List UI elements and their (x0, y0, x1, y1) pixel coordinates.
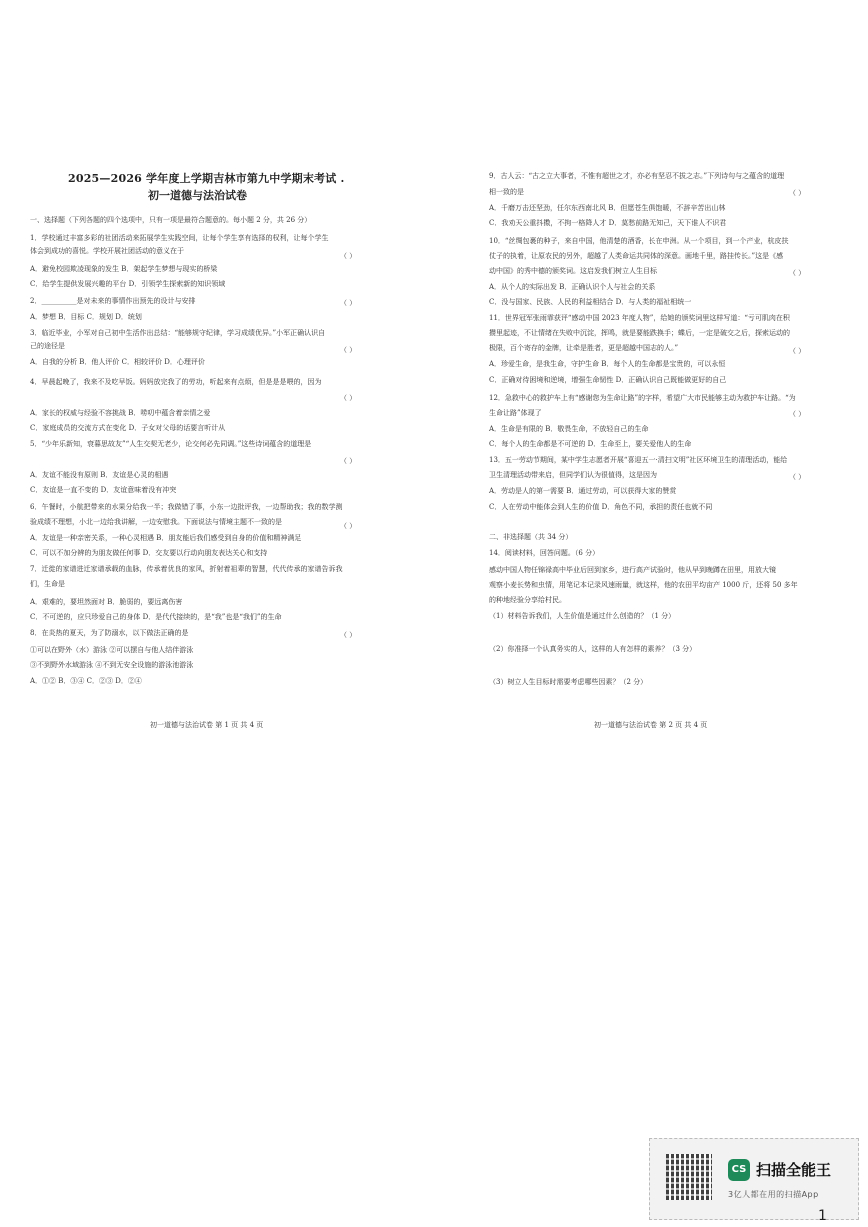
exam-text-line: A．从个人的实际出发 B．正确认识个人与社会的关系 (489, 283, 656, 291)
camscanner-logo: CS (728, 1159, 750, 1181)
exam-text-line: A．自我的分析 B．他人评价 C．相较评价 D．心理评价 (30, 358, 205, 366)
exam-text-line: C．可以不加分辨的为朋友做任何事 D．交友要以行动向朋友表达关心和支持 (30, 549, 268, 557)
exam-text-line: （1）材料告诉我们，人生价值是通过什么创造的？（1 分） (489, 612, 676, 620)
exam-text-line: 13．五一劳动节期间，某中学生志愿者开展“喜迎五一·清扫文明”社区环境卫生的清理活动，能给 (489, 456, 788, 464)
answer-blank: （ ） (789, 269, 806, 277)
exam-text-line: （2）你准择一个认真务实的人，这样的人有怎样的素养？（3 分） (489, 645, 697, 653)
exam-text-line: 们，生命是 (30, 580, 65, 588)
exam-text-line: 己的途径是 (30, 342, 65, 350)
exam-text-line: 体会到成功的喜悦。学校开展社团活动的意义在于 (30, 247, 184, 255)
answer-blank: （ ） (340, 252, 357, 260)
exam-text-line: 14．阅读材料，回答问题。（6 分） (489, 549, 600, 557)
exam-text-line: A．艰难的，要坦然面对 B．脆弱的，要远离伤害 (30, 598, 183, 606)
exam-text-line: 5．“少年乐新知，衰暮思故友”“人生交契无老少，论交何必先同调。”这些诗词蕴含的道理是 (30, 440, 312, 448)
exam-text-line: C．给学生提供发展兴趣的平台 D．引领学生探索新的知识领域 (30, 280, 226, 288)
exam-subtitle: 初一道德与法治试卷 (148, 189, 247, 202)
right-page-footer: 初一道德与法治试卷 第 2 页 共 4 页 (594, 721, 708, 729)
answer-blank: （ ） (340, 522, 357, 530)
exam-text-line: （3）树立人生目标时需要考虑哪些因素？（2 分） (489, 678, 648, 686)
exam-text-line: ③不到野外水域游泳 ④不到无安全设施的游泳池游泳 (30, 661, 194, 669)
exam-text-line: ①可以在野外（水）游泳 ②可以摆自与他人结伴游泳 (30, 646, 194, 654)
exam-text-line: C．友谊是一直不变的 D．友谊意味着没有冲突 (30, 486, 177, 494)
exam-title: 2025—2026 学年度上学期吉林市第九中学期末考试 . (68, 172, 345, 185)
exam-text-line: C．正确对待困境和逆境，增强生命韧性 D．正确认识自己既能做更好的自己 (489, 376, 727, 384)
exam-text-line: A．生命是有限的 B．敬畏生命，不放轻自己的生命 (489, 425, 649, 433)
exam-text-line: 3．临近毕业，小军对自己初中生活作出总结：“能够规守纪律，学习成绩优异。”小军正确认识自 (30, 329, 326, 337)
exam-text-line: C．没与国家、民族、人民的利益相结合 D．与人类的福祉相统一 (489, 298, 692, 306)
answer-blank: （ ） (340, 346, 357, 354)
exam-text-line: 二、非选择题（共 34 分） (489, 533, 573, 541)
exam-text-line: 6．午餐时，小航把带来的水果分给我一半；我做错了事，小东一边批评我，一边帮助我；我的数学测 (30, 503, 343, 511)
answer-blank: （ ） (789, 473, 806, 481)
exam-text-line: C．每个人的生命都是不可逆的 D．生命至上，要关爱他人的生命 (489, 440, 692, 448)
exam-text-line: C．人在劳动中能体会到人生的价值 D．角色不同，承担的责任也就不同 (489, 503, 713, 511)
left-page-footer: 初一道德与法治试卷 第 1 页 共 4 页 (150, 721, 264, 729)
camscanner-subtitle: 3亿人都在用的扫描App (728, 1190, 819, 1199)
exam-text-line: 4．早晨起晚了，我来不及吃早饭。妈妈放完我了的劳功，听起来有点烦，但是是是喂的，因为 (30, 378, 322, 386)
exam-text-line: A．友谊不能没有原则 B．友谊是心灵的相遇 (30, 471, 169, 479)
exam-text-line: 极限，百个寄存的金牌，让牵是胜者，更是超越中国志的人。” (489, 344, 679, 352)
answer-blank: （ ） (340, 299, 357, 307)
exam-text-line: 的种地经验分享给村民。 (489, 596, 566, 604)
exam-text-line: 2．__________是对未来的事情作出预先的设计与安排 (30, 297, 196, 305)
answer-blank: （ ） (789, 189, 806, 197)
exam-text-line: 卫生清理活动带来启，但同学们认为很值得，这是因为 (489, 471, 657, 479)
exam-text-line: 攒里起迹，不让情绪在失败中沉淀，挥鸣，就是要能跌换手；蝶后，一定是破交之后，探索运动的 (489, 329, 790, 337)
exam-text-line: 11．世界冠军张雨霏获评“感动中国 2023 年度人物”，给她的颁奖词里这样写道：“亏可肌肉在积 (489, 314, 790, 322)
answer-blank: （ ） (789, 410, 806, 418)
exam-text-line: 观察小麦长势和虫情，用笔记本记录风速雨量，就这样，他的农田平均亩产 1000 斤，还将 50 多年 (489, 581, 798, 589)
exam-text-line: A．避免校园欺凌现象的发生 B．架起学生梦想与现实的桥梁 (30, 265, 218, 273)
exam-text-line: 感动中国人物任锦禄高中毕业后回到家乡，进行高产试验时，他从早到晚蹲在田里，用放大镜 (489, 566, 776, 574)
exam-text-line: C．不可逆的，应只珍爱自己的身体 D．是代代接续的，是“我”也是“我们”的生命 (30, 613, 282, 621)
exam-text-line: 9．古人云：“古之立大事者，不惟有超世之才，亦必有坚忍不拔之志。”下列诗句与之蕴含的道理 (489, 172, 785, 180)
answer-blank: （ ） (789, 347, 806, 355)
exam-text-line: 动中国》的秀中德的颁奖词。这启发我们树立人生目标 (489, 267, 657, 275)
exam-text-line: 仗子的执着，让原农民的另外，超越了人类命运共同体的深意。画地千里，路挂传长。”这是《感 (489, 252, 784, 260)
exam-text-line: 1．学校通过丰富多彩的社团活动来拓展学生实践空间，让每个学生享有选择的权利，让每个学生 (30, 234, 329, 242)
camscanner-name: 扫描全能王 (756, 1161, 832, 1179)
exam-text-line: 7．迁徙的家谱进迁家谱承载的血脉，传承着优良的家风，折射着祖辈的智慧，代代传承的家谱告诉我 (30, 565, 343, 573)
exam-text-line: 相一致的是 (489, 188, 524, 196)
camscanner-watermark (649, 1138, 859, 1220)
exam-text-line: 12．急救中心的救护车上有“感谢您为生命让路”的字样，希望广大市民能够主动为救护车让路。“为 (489, 394, 796, 402)
exam-text-line: A．家长的权威与经验不容挑战 B．唠叨中蕴含着亲情之爱 (30, 409, 211, 417)
exam-text-line: C．我劝天公重抖擞，不拘一格降人才 D．莫愁前路无知己，天下谁人不识君 (489, 219, 727, 227)
exam-text-line: 生命让路”体现了 (489, 409, 542, 417)
exam-text-line: A．①② B．③④ C．②③ D．②④ (30, 677, 142, 685)
exam-text-line: A．千磨万击还坚劲，任尔东西南北风 B．但愿苍生俱饱暖，不辞辛苦出山林 (489, 204, 726, 212)
exam-text-line: C．家庭成员的交流方式在变化 D．子女对父母的话要言听计从 (30, 424, 226, 432)
answer-blank: （ ） (340, 631, 357, 639)
answer-blank: （ ） (340, 394, 357, 402)
exam-text-line: A．劳动是人的第一需要 B．通过劳动，可以获得大家的赞赏 (489, 487, 677, 495)
exam-text-line: 验成绩不理想，小北一边给我讲解，一边安慰我。下面说法与情境主题不一致的是 (30, 518, 282, 526)
exam-text-line: 一、选择题（下列各题的四个选项中，只有一项是最符合题意的。每小题 2 分，共 26 分） (30, 216, 312, 224)
exam-text-line: A．珍爱生命，是我生命，守护生命 B．每个人的生命都是宝贵的，可以永恒 (489, 360, 726, 368)
page-number: 1 (818, 1208, 827, 1224)
exam-text-line: 8．在炎热的夏天，为了防溺水，以下做法正确的是 (30, 629, 189, 637)
exam-text-line: A．梦想 B．目标 C．规划 D．统划 (30, 313, 142, 321)
exam-text-line: A．友谊是一种亲密关系，一种心灵相遇 B．朋友能后我们感受到自身的价值和精神满足 (30, 534, 302, 542)
exam-text-line: 10．“丝绸包裹的种子，来自中国，他清楚的酒香，长在申洲。从一个项目，到一个产业，杭皮扶 (489, 237, 789, 245)
answer-blank: （ ） (340, 457, 357, 465)
